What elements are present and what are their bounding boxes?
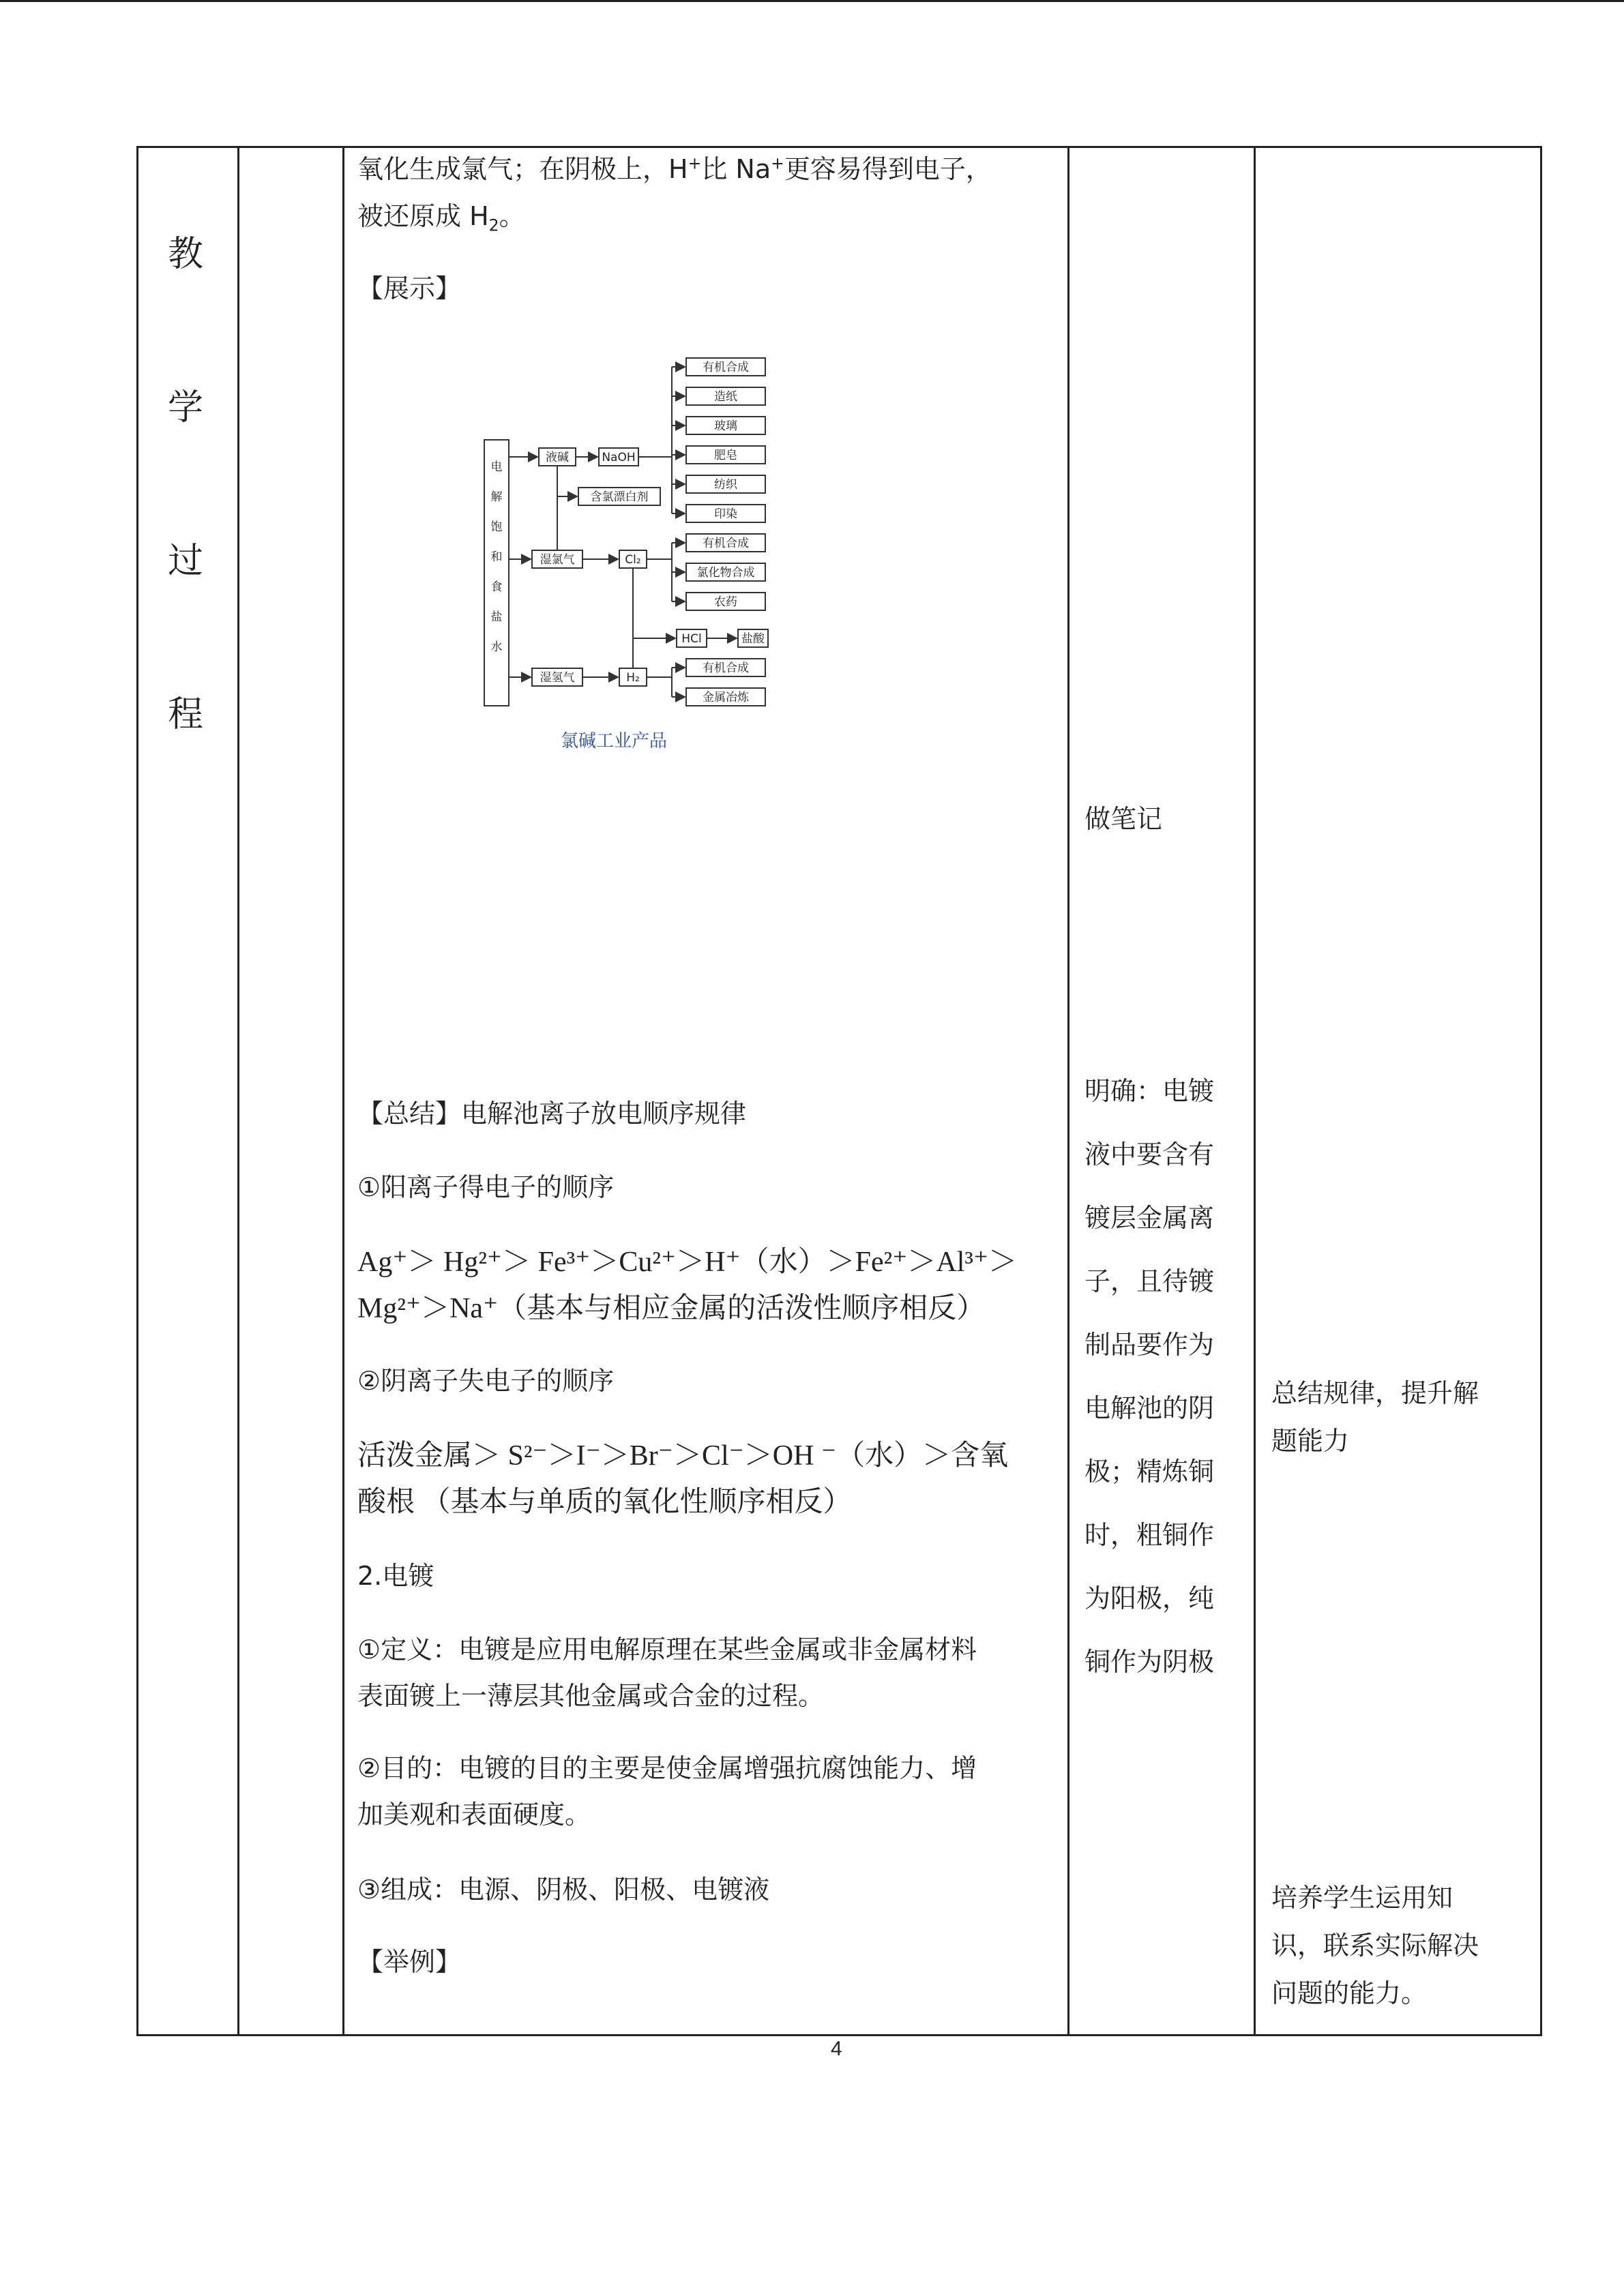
purpose-line: ②目的：电镀的目的主要是使金属增强抗腐蚀能力、增: [357, 1753, 977, 1783]
h2-product: 有机合成: [703, 661, 749, 675]
h2-product: 金属冶炼: [703, 691, 749, 704]
chlor-alkali-diagram: [464, 344, 778, 757]
page-number: 4: [831, 2038, 842, 2060]
clarify-line: 子，且待镀: [1084, 1266, 1215, 1296]
example-label: 【举例】: [357, 1947, 462, 1977]
cl2-product: 有机合成: [703, 537, 749, 550]
anion-order-line: 活泼金属＞ S²⁻＞I⁻＞Br⁻＞Cl⁻＞OH ⁻（水）＞含氧: [357, 1440, 1009, 1472]
header-char: 程: [168, 694, 204, 735]
node-naoh: NaOH: [602, 451, 636, 464]
clarify-line: 为阳极，纯: [1084, 1583, 1215, 1613]
clarify-line: 镀层金属离: [1084, 1203, 1215, 1233]
anion-order-line: 酸根 （基本与单质的氧化性顺序相反）: [357, 1487, 852, 1518]
node-h2: H₂: [626, 671, 640, 685]
content-line: 被还原成 $H_2$。: [357, 201, 525, 235]
node-hydrochloric-acid: 盐酸: [741, 632, 765, 646]
node-wet-chlorine: 湿氯气: [540, 553, 575, 567]
header-char: 教: [168, 234, 204, 275]
node-hcl: HCl: [681, 632, 702, 646]
definition-line: ①定义：电镀是应用电解原理在某些金属或非金属材料: [357, 1635, 977, 1665]
cation-order-line: Mg²⁺＞Na⁺（基本与相应金属的活泼性顺序相反）: [357, 1293, 986, 1324]
clarify-line: 电解池的阴: [1084, 1393, 1215, 1423]
naoh-product: 玻璃: [714, 419, 737, 433]
definition-line: 表面镀上一薄层其他金属或合金的过程。: [357, 1681, 825, 1711]
diagram-caption: 氯碱工业产品: [560, 731, 668, 751]
node-cl2: Cl₂: [625, 553, 641, 567]
clarify-line: 铜作为阴极: [1084, 1647, 1215, 1677]
intent-line: 总结规律，提升解: [1271, 1378, 1479, 1408]
naoh-product: 造纸: [714, 390, 737, 404]
naoh-product: 肥皂: [714, 449, 737, 462]
clarify-line: 明确：电镀: [1084, 1076, 1215, 1106]
header-char: 过: [168, 541, 204, 582]
show-label: 【展示】: [357, 273, 462, 303]
cl2-product: 氯化物合成: [696, 566, 755, 580]
node-bleach: 含氯漂白剂: [590, 490, 649, 504]
cation-order-title: ①阳离子得电子的顺序: [357, 1172, 615, 1202]
header-char: 学: [168, 387, 204, 428]
electroplating-title: 2.电镀: [357, 1561, 434, 1591]
composition-line: ③组成：电源、阴极、阳极、电镀液: [357, 1875, 770, 1905]
naoh-product: 有机合成: [703, 361, 749, 374]
naoh-product: 纺织: [714, 478, 737, 492]
content-line: 氧化生成氯气；在阴极上，H+比 Na+更容易得到电子，: [357, 153, 992, 184]
diagram-source-label: 电解饱和食盐水: [490, 460, 503, 654]
clarify-line: 制品要作为: [1084, 1330, 1215, 1360]
clarify-line: 时，粗铜作: [1084, 1520, 1215, 1550]
top-border-line: [0, 0, 1624, 2]
intent-line: 培养学生运用知: [1271, 1883, 1453, 1913]
clarify-line: 极；精炼铜: [1084, 1457, 1215, 1487]
naoh-product: 印染: [714, 507, 737, 521]
intent-line: 题能力: [1271, 1426, 1350, 1456]
purpose-line: 加美观和表面硬度。: [357, 1800, 591, 1830]
cl2-product: 农药: [714, 595, 737, 609]
anion-order-title: ②阴离子失电子的顺序: [357, 1366, 615, 1396]
intent-line: 识，联系实际解决: [1271, 1930, 1479, 1960]
cation-order-line: Ag⁺＞ Hg²⁺＞ Fe³⁺＞Cu²⁺＞H⁺（水）＞Fe²⁺＞Al³⁺＞: [357, 1247, 1018, 1278]
node-liquid-alkali: 液碱: [546, 451, 569, 464]
node-wet-hydrogen: 湿氢气: [540, 671, 575, 685]
clarify-line: 液中要含有: [1084, 1139, 1215, 1169]
notes-text: 做笔记: [1084, 804, 1163, 834]
summary-title: 【总结】电解池离子放电顺序规律: [357, 1099, 747, 1129]
intent-line: 问题的能力。: [1271, 1978, 1428, 2008]
